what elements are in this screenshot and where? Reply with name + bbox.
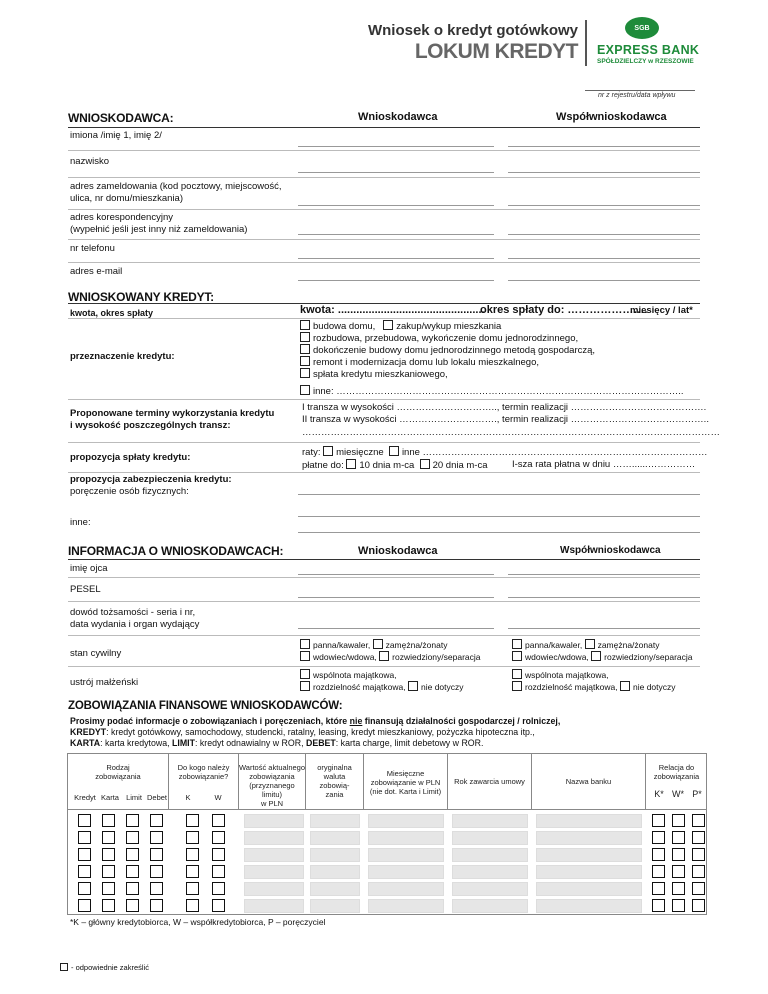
field-corr-coapplicant[interactable] xyxy=(508,234,700,235)
section-loan: WNIOSKOWANY KREDYT: xyxy=(68,290,214,304)
checkbox-rel-w[interactable] xyxy=(672,848,685,861)
checkbox-rel-w[interactable] xyxy=(672,831,685,844)
label-pesel: PESEL xyxy=(70,584,101,595)
cell-monthly[interactable] xyxy=(368,865,444,879)
field-guarantee-2[interactable] xyxy=(298,516,700,517)
checkbox-joint-property[interactable] xyxy=(300,669,310,679)
checkbox-rel-p[interactable] xyxy=(692,831,705,844)
checkbox-rel-k[interactable] xyxy=(652,882,665,895)
divider xyxy=(68,666,700,667)
cell-currency[interactable] xyxy=(310,899,360,913)
divider xyxy=(168,753,169,809)
checkbox-married[interactable] xyxy=(373,639,383,649)
field-id-applicant[interactable] xyxy=(298,628,494,629)
th-rel-p: P* xyxy=(692,789,702,799)
section-info: INFORMACJA O WNIOSKODAWCACH: xyxy=(68,544,284,558)
label-amount-period: kwota, okres spłaty xyxy=(70,308,154,318)
checkbox-renovation[interactable] xyxy=(300,356,310,366)
th-monthly: Miesięczne zobowiązanie w PLN (nie dot. Karta i Limit) xyxy=(369,769,442,796)
checkbox-rel-p[interactable] xyxy=(692,865,705,878)
cell-value[interactable] xyxy=(244,831,304,845)
obligations-karta: KARTA: karta kredytowa, LIMIT: kredyt odnawialny w ROR, DEBET: karta charge, limit debetowy w ROR. xyxy=(70,738,484,748)
cell-bank[interactable] xyxy=(536,814,642,828)
label-tranches: Proponowane terminy wykorzystania kredytu i wysokość poszczególnych transz: xyxy=(70,408,275,431)
checkbox-karta[interactable] xyxy=(102,848,115,861)
tranche-1[interactable]: I transza w wysokości ………………………….., termin realizacji ……………………………………. xyxy=(302,402,707,413)
label-surname: nazwisko xyxy=(70,156,110,167)
cell-year[interactable] xyxy=(452,899,528,913)
checkbox-day-10[interactable] xyxy=(346,459,356,469)
field-phone-applicant[interactable] xyxy=(298,258,494,259)
checkbox-rel-w[interactable] xyxy=(672,814,685,827)
checkbox-rel-p[interactable] xyxy=(692,814,705,827)
field-address-applicant[interactable] xyxy=(298,205,494,206)
loan-period-field[interactable]: okres spłaty do: …………………. xyxy=(480,304,648,316)
col-info-applicant: Wnioskodawca xyxy=(358,545,438,557)
checkbox-rel-p[interactable] xyxy=(692,848,705,861)
label-email: adres e-mail xyxy=(70,266,123,277)
checkbox-debet[interactable] xyxy=(150,899,163,912)
divider xyxy=(68,150,700,151)
bank-logo-icon: SGB xyxy=(625,17,659,39)
field-names-coapplicant[interactable] xyxy=(508,146,700,147)
registry-note: nr z rejestru/data wpływu xyxy=(598,92,676,99)
label-id: dowód tożsamości - seria i nr, data wydania i organ wydający xyxy=(70,607,200,630)
bank-tagline: SPÓŁDZIELCZY w RZESZOWIE xyxy=(597,58,694,65)
label-names: imiona /imię 1, imię 2/ xyxy=(70,130,162,141)
checkbox-day-20[interactable] xyxy=(420,459,430,469)
purpose-row-6: inne: ……………………………………………………………………………………………….. xyxy=(300,385,684,398)
cell-monthly[interactable] xyxy=(368,831,444,845)
tranche-3[interactable]: …………………………………………………………………………………………………………………… xyxy=(302,427,720,438)
checkbox-limit[interactable] xyxy=(126,848,139,861)
checkbox-co-widowed[interactable] xyxy=(512,651,522,661)
checkbox-other[interactable] xyxy=(300,385,310,395)
divider xyxy=(68,262,700,263)
cell-currency[interactable] xyxy=(310,882,360,896)
repayment-rates-row: raty: miesięczne inne ……………………………………………………………………………… xyxy=(302,447,708,458)
checkbox-single[interactable] xyxy=(300,639,310,649)
field-father-coapplicant[interactable] xyxy=(508,574,700,575)
obligations-kredyt: KREDYT: kredyt gotówkowy, samochodowy, studencki, ratalny, leasing, kredyt mieszkaniowy, pożyczka hipoteczna itp., xyxy=(70,727,535,737)
label-marital: ustrój małżeński xyxy=(70,677,139,688)
checkbox-rel-k[interactable] xyxy=(652,814,665,827)
cell-currency[interactable] xyxy=(310,814,360,828)
field-address-coapplicant[interactable] xyxy=(508,205,700,206)
checkbox-rel-k[interactable] xyxy=(652,831,665,844)
checkbox-co-joint-property[interactable] xyxy=(512,669,522,679)
marital-applicant-row1: wspólnota majątkowa, xyxy=(300,669,397,681)
checkbox-kredyt[interactable] xyxy=(78,865,91,878)
label-security: propozycja zabezpieczenia kredytu: xyxy=(70,474,232,485)
th-bank: Nazwa banku xyxy=(565,777,612,786)
section-applicant: WNIOSKODAWCA: xyxy=(68,111,174,125)
cell-value[interactable] xyxy=(244,899,304,913)
checkbox-debet[interactable] xyxy=(150,865,163,878)
civil-applicant-row2: wdowiec/wdowa, rozwiedziony/separacja xyxy=(300,651,481,663)
checkbox-refinance[interactable] xyxy=(300,368,310,378)
field-phone-coapplicant[interactable] xyxy=(508,258,700,259)
checkbox-co-single[interactable] xyxy=(512,639,522,649)
checkbox-limit[interactable] xyxy=(126,865,139,878)
divider xyxy=(68,559,700,560)
checkbox-kredyt[interactable] xyxy=(78,848,91,861)
registry-line xyxy=(585,90,695,91)
checkbox-rel-p[interactable] xyxy=(692,882,705,895)
cell-value[interactable] xyxy=(244,848,304,862)
loan-period-unit: miesięcy / lat* xyxy=(630,305,693,316)
th-k: K xyxy=(185,793,191,802)
checkbox-divorced[interactable] xyxy=(379,651,389,661)
legend: - odpowiednie zakreślić xyxy=(60,963,149,972)
label-address: adres zameldowania (kod pocztowy, miejscowość, ulica, nr domu/mieszkania) xyxy=(70,181,282,204)
bank-name: EXPRESS BANK xyxy=(597,43,700,57)
cell-monthly[interactable] xyxy=(368,848,444,862)
field-email-applicant[interactable] xyxy=(298,280,494,281)
th-year: Rok zawarcia umowy xyxy=(454,777,525,786)
divider xyxy=(68,399,700,400)
purpose-row-5: spłata kredytu mieszkaniowego, xyxy=(300,368,448,381)
checkbox-rel-w[interactable] xyxy=(672,899,685,912)
checkbox-rate-other[interactable] xyxy=(389,446,399,456)
cell-currency[interactable] xyxy=(310,848,360,862)
checkbox-w[interactable] xyxy=(212,865,225,878)
th-who: Do kogo należy zobowiązanie? xyxy=(177,763,230,781)
label-guarantee: poręczenie osób fizycznych: xyxy=(70,486,189,497)
label-phone: nr telefonu xyxy=(70,243,115,254)
checkbox-co-married[interactable] xyxy=(585,639,595,649)
civil-applicant-row1: panna/kawaler, zamężna/żonaty xyxy=(300,639,447,651)
divider xyxy=(68,635,700,636)
field-corr-applicant[interactable] xyxy=(298,234,494,235)
checkbox-k[interactable] xyxy=(186,814,199,827)
cell-monthly[interactable] xyxy=(368,882,444,896)
checkbox-k[interactable] xyxy=(186,848,199,861)
col-info-coapplicant: Współwnioskodawca xyxy=(560,545,661,556)
checkbox-extension[interactable] xyxy=(300,332,310,342)
legend-checkbox-icon xyxy=(60,963,68,971)
checkbox-rel-k[interactable] xyxy=(652,848,665,861)
checkbox-finish-build[interactable] xyxy=(300,344,310,354)
divider xyxy=(68,442,700,443)
checkbox-w[interactable] xyxy=(212,899,225,912)
footnote: *K – główny kredytobiorca, W – współkredytobiorca, P – poręczyciel xyxy=(70,917,326,927)
purpose-row-1: budowa domu, zakup/wykup mieszkania xyxy=(300,320,501,333)
checkbox-w[interactable] xyxy=(212,882,225,895)
divider xyxy=(68,318,700,319)
checkbox-kredyt[interactable] xyxy=(78,814,91,827)
purpose-row-2: rozbudowa, przebudowa, wykończenie domu jednorodzinnego, xyxy=(300,332,578,345)
cell-monthly[interactable] xyxy=(368,899,444,913)
checkbox-karta[interactable] xyxy=(102,831,115,844)
th-limit: Limit xyxy=(126,793,142,802)
checkbox-karta[interactable] xyxy=(102,899,115,912)
checkbox-co-marital-na[interactable] xyxy=(620,681,630,691)
col-applicant: Wnioskodawca xyxy=(358,111,438,123)
marital-coapplicant-row1: wspólnota majątkowa, xyxy=(512,669,609,681)
field-surname-applicant[interactable] xyxy=(298,172,494,173)
checkbox-debet[interactable] xyxy=(150,848,163,861)
divider xyxy=(68,577,700,578)
checkbox-k[interactable] xyxy=(186,882,199,895)
checkbox-karta[interactable] xyxy=(102,882,115,895)
checkbox-rel-w[interactable] xyxy=(672,865,685,878)
cell-bank[interactable] xyxy=(536,848,642,862)
loan-amount-field[interactable]: kwota: ................................................ xyxy=(300,304,485,316)
cell-value[interactable] xyxy=(244,814,304,828)
checkbox-widowed[interactable] xyxy=(300,651,310,661)
checkbox-debet[interactable] xyxy=(150,882,163,895)
checkbox-monthly[interactable] xyxy=(323,446,333,456)
label-corr-address: adres korespondencyjny (wypełnić jeśli jest inny niż zameldowania) xyxy=(70,212,248,235)
cell-currency[interactable] xyxy=(310,865,360,879)
field-father-applicant[interactable] xyxy=(298,574,494,575)
cell-year[interactable] xyxy=(452,865,528,879)
label-father: imię ojca xyxy=(70,563,108,574)
purpose-row-3: dokończenie budowy domu jednorodzinnego metodą gospodarczą, xyxy=(300,344,595,357)
marital-coapplicant-row2: rozdzielność majątkowa, nie dotyczy xyxy=(512,681,676,693)
th-currency: oryginalna waluta zobowią- zania xyxy=(317,763,352,799)
th-value: Wartość aktualnego zobowiązania (przyznanego limitu) w PLN xyxy=(239,763,306,808)
field-pesel-applicant[interactable] xyxy=(298,597,494,598)
civil-coapplicant-row2: wdowiec/wdowa, rozwiedziony/separacja xyxy=(512,651,693,663)
th-rel-k: K* xyxy=(654,789,664,799)
checkbox-k[interactable] xyxy=(186,831,199,844)
label-repayment: propozycja spłaty kredytu: xyxy=(70,452,191,463)
field-email-coapplicant[interactable] xyxy=(508,280,700,281)
repayment-day-row: płatne do: 10 dnia m-ca 20 dnia m-ca xyxy=(302,460,488,471)
cell-value[interactable] xyxy=(244,882,304,896)
checkbox-k[interactable] xyxy=(186,865,199,878)
divider xyxy=(68,177,700,178)
checkbox-rel-p[interactable] xyxy=(692,899,705,912)
divider xyxy=(68,239,700,240)
th-relation: Relacja do zobowiązania xyxy=(653,763,700,781)
cell-year[interactable] xyxy=(452,831,528,845)
header-divider xyxy=(585,20,587,66)
checkbox-rel-k[interactable] xyxy=(652,899,665,912)
field-pesel-coapplicant[interactable] xyxy=(508,597,700,598)
divider xyxy=(68,472,700,473)
checkbox-w[interactable] xyxy=(212,831,225,844)
civil-coapplicant-row1: panna/kawaler, zamężna/żonaty xyxy=(512,639,659,651)
th-karta: Karta xyxy=(101,793,119,802)
checkbox-rel-w[interactable] xyxy=(672,882,685,895)
checkbox-karta[interactable] xyxy=(102,865,115,878)
checkbox-limit[interactable] xyxy=(126,814,139,827)
cell-year[interactable] xyxy=(452,814,528,828)
checkbox-limit[interactable] xyxy=(126,831,139,844)
divider xyxy=(68,209,700,210)
checkbox-debet[interactable] xyxy=(150,814,163,827)
marital-applicant-row2: rozdzielność majątkowa, nie dotyczy xyxy=(300,681,464,693)
checkbox-limit[interactable] xyxy=(126,899,139,912)
checkbox-buy-flat[interactable] xyxy=(383,320,393,330)
divider xyxy=(67,809,707,810)
cell-bank[interactable] xyxy=(536,865,642,879)
checkbox-w[interactable] xyxy=(212,848,225,861)
th-kredyt: Kredyt xyxy=(74,793,96,802)
cell-monthly[interactable] xyxy=(368,814,444,828)
label-purpose: przeznaczenie kredytu: xyxy=(70,351,175,362)
checkbox-kredyt[interactable] xyxy=(78,899,91,912)
checkbox-marital-na[interactable] xyxy=(408,681,418,691)
checkbox-build-house[interactable] xyxy=(300,320,310,330)
th-rel-w: W* xyxy=(672,789,684,799)
cell-bank[interactable] xyxy=(536,882,642,896)
field-id-coapplicant[interactable] xyxy=(508,628,700,629)
form-title: Wniosek o kredyt gotówkowy xyxy=(367,22,578,39)
checkbox-kredyt[interactable] xyxy=(78,831,91,844)
checkbox-karta[interactable] xyxy=(102,814,115,827)
checkbox-limit[interactable] xyxy=(126,882,139,895)
checkbox-separate-property[interactable] xyxy=(300,681,310,691)
label-civil: stan cywilny xyxy=(70,648,122,659)
checkbox-debet[interactable] xyxy=(150,831,163,844)
label-security-other: inne: xyxy=(70,517,91,528)
cell-bank[interactable] xyxy=(536,899,642,913)
col-coapplicant: Współwnioskodawca xyxy=(556,111,667,123)
purpose-row-4: remont i modernizacja domu lub lokalu mieszkalnego, xyxy=(300,356,539,369)
product-name: LOKUM KREDYT xyxy=(414,40,578,63)
th-debet: Debet xyxy=(146,793,167,802)
field-surname-coapplicant[interactable] xyxy=(508,172,700,173)
cell-year[interactable] xyxy=(452,848,528,862)
divider xyxy=(645,753,646,809)
checkbox-co-separate-property[interactable] xyxy=(512,681,522,691)
field-names-applicant[interactable] xyxy=(298,146,494,147)
divider xyxy=(68,127,700,128)
field-security-other[interactable] xyxy=(298,532,700,533)
divider xyxy=(68,601,700,602)
section-obligations: ZOBOWIĄZANIA FINANSOWE WNIOSKODAWCÓW: xyxy=(68,700,343,712)
tranche-2[interactable]: II transza w wysokości …………………………., termin realizacji …………………………………….. xyxy=(302,414,709,425)
first-rate-field[interactable]: I-sza rata płatna w dniu ……......…………… xyxy=(512,459,696,470)
cell-bank[interactable] xyxy=(536,831,642,845)
checkbox-rel-k[interactable] xyxy=(652,865,665,878)
obligations-intro: Prosimy podać informacje o zobowiązaniach i poręczeniach, które nie finansują działalności gospodarczej / rolniczej, xyxy=(70,716,561,726)
cell-value[interactable] xyxy=(244,865,304,879)
checkbox-co-divorced[interactable] xyxy=(591,651,601,661)
checkbox-k[interactable] xyxy=(186,899,199,912)
cell-year[interactable] xyxy=(452,882,528,896)
field-guarantee-1[interactable] xyxy=(298,494,700,495)
th-type: Rodzaj zobowiązania xyxy=(95,763,141,781)
cell-currency[interactable] xyxy=(310,831,360,845)
checkbox-kredyt[interactable] xyxy=(78,882,91,895)
checkbox-w[interactable] xyxy=(212,814,225,827)
th-w: W xyxy=(214,793,222,802)
